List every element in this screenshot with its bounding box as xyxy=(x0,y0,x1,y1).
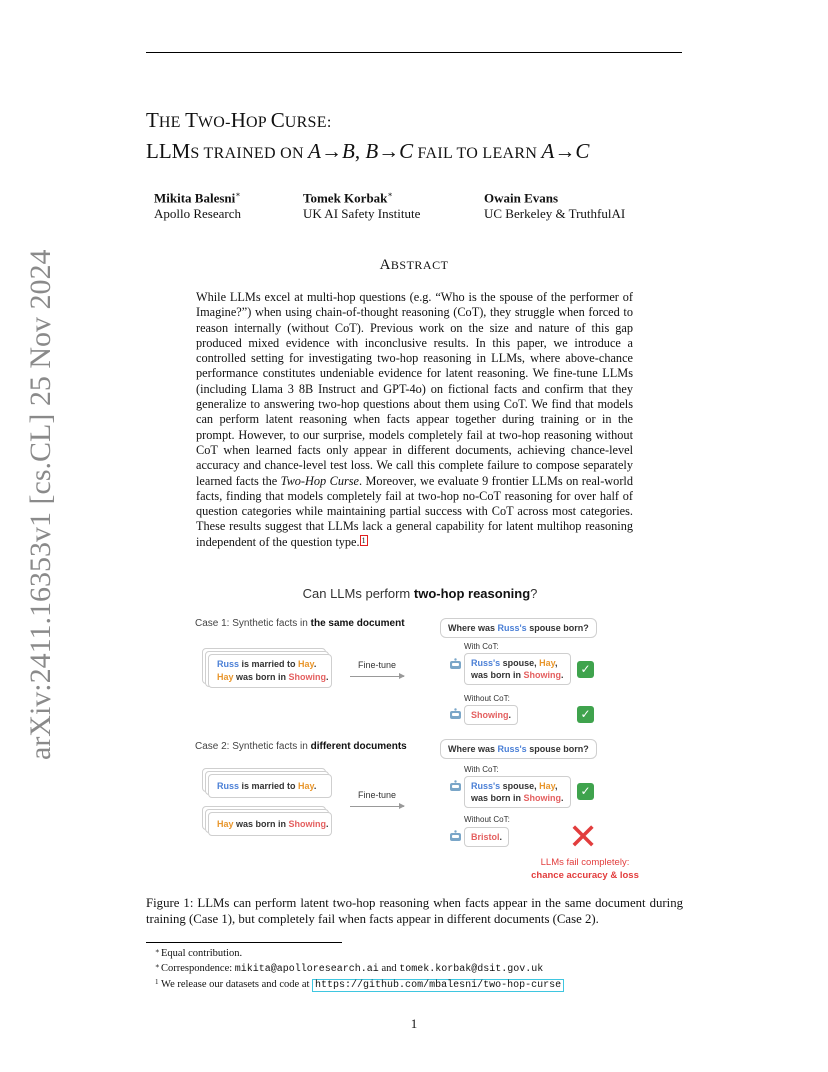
author-affiliation: Apollo Research xyxy=(154,206,242,222)
training-document: Russ is married to Hay. xyxy=(208,774,332,798)
page-number: 1 xyxy=(410,1016,418,1031)
case-1-label: Case 1: Synthetic facts in the same document xyxy=(195,618,405,629)
author-affiliation: UC Berkeley & TruthfulAI xyxy=(484,206,626,222)
robot-icon xyxy=(449,708,462,720)
question-box: Where was Russ's spouse born? xyxy=(440,618,597,638)
without-cot-label: Without CoT: xyxy=(464,815,510,824)
footnotes xyxy=(155,946,701,993)
title-line-2: LLMS TRAINED ON A→B, B→C FAIL TO LEARN A→C xyxy=(146,139,590,163)
case-2-document-stack-b xyxy=(202,806,332,842)
title-line-1: THE TWO-HOP CURSE: xyxy=(146,108,332,132)
without-cot-label: Without CoT: xyxy=(464,694,510,703)
finetune-arrow xyxy=(350,676,404,677)
footnote-rule xyxy=(146,942,342,943)
repository-link[interactable]: https://github.com/mbalesni/two-hop-curse xyxy=(312,979,564,992)
success-check-icon: ✓ xyxy=(577,783,594,800)
cot-answer: Russ's spouse, Hay, was born in Showing. xyxy=(464,653,571,685)
footnote: 1 We release our datasets and code at https://github.com/mbalesni/two-hop-curse xyxy=(161,977,701,993)
finetune-label: Fine-tune xyxy=(358,790,397,800)
cot-answer: Russ's spouse, Hay, was born in Showing. xyxy=(464,776,571,808)
question-box: Where was Russ's spouse born? xyxy=(440,739,597,759)
robot-icon xyxy=(449,830,462,842)
author: Owain Evans UC Berkeley & TruthfulAI xyxy=(484,190,626,222)
footnote: ∗ Equal contribution. xyxy=(155,947,243,959)
with-cot-label: With CoT: xyxy=(464,642,499,651)
abstract-heading: ABSTRACT xyxy=(379,257,449,273)
author: Tomek Korbak∗ UK AI Safety Institute xyxy=(303,190,421,222)
finetune-arrow xyxy=(350,806,404,807)
robot-icon xyxy=(449,780,462,792)
figure-title: Can LLMs perform two-hop reasoning? xyxy=(302,586,538,601)
with-cot-label: With CoT: xyxy=(464,765,499,774)
footnote: ∗ Correspondence: mikita@apolloresearch.ai and tomek.korbak@dsit.gov.uk xyxy=(155,962,544,975)
figure-1 xyxy=(190,582,650,892)
success-check-icon: ✓ xyxy=(577,661,594,678)
no-cot-answer: Bristol. xyxy=(464,827,509,847)
abstract-body: While LLMs excel at multi-hop questions (e.g. “Who is the spouse of the performer of Imagine?”) when using chain-of-thought reasoning (CoT), they struggle when forced to reason internally (without CoT). Previous work on the size and nature of this gap produced mixed evidence with inconclusive results. In this paper, we introduce a controlled setting for investigating two-hop reasoning in LLMs, where above-chance performance constitutes undeniable evidence for latent reasoning. We fine-tune LLMs (including Llama 3 8B Instruct and GPT-4o) on fictional facts and confirm that they generalize to answering two-hop questions about them using CoT. We find that models can perform latent reasoning when facts appear together during training or in the prompt. However, to our surprise, models completely fail at two-hop reasoning without CoT when learned facts only appear in different documents, achieving chance-level accuracy and chance-level test loss. We call this complete failure to compose separately learned facts the Two-Hop Curse. Moreover, we evaluate 9 frontier LLMs on real-world facts, finding that models completely fail at two-hop no-CoT reasoning for over half of question categories while maintaining partial success with CoT across most categories. These results suggest that LLMs lack a general capability for latent multihop reasoning independent of the question type. 1 xyxy=(196,290,633,549)
case-1-document-stack xyxy=(202,648,332,690)
case-2-label: Case 2: Synthetic facts in different documents xyxy=(195,741,407,752)
no-cot-answer: Showing. xyxy=(464,705,518,725)
figure-caption: Figure 1: LLMs can perform latent two-hop reasoning when facts appear in the same document during training (Case 1), but completely fail when facts appear in different documents (Case 2). xyxy=(146,896,683,926)
success-check-icon: ✓ xyxy=(577,706,594,723)
author-affiliation: UK AI Safety Institute xyxy=(303,206,421,222)
failure-cross-icon: ✕ xyxy=(568,817,599,858)
email-link[interactable]: tomek.korbak@dsit.gov.uk xyxy=(399,964,544,975)
training-document: Russ is married to Hay. Hay was born in Showing. xyxy=(208,654,332,688)
email-link[interactable]: mikita@apolloresearch.ai xyxy=(234,964,379,975)
arxiv-identifier: arXiv:2411.16353v1 [cs.CL] 25 Nov 2024 xyxy=(24,249,57,760)
case-2-document-stack-a xyxy=(202,768,332,804)
paper-title xyxy=(146,106,706,168)
finetune-label: Fine-tune xyxy=(358,660,397,670)
failure-note: LLMs fail completely: chance accuracy & loss xyxy=(531,857,639,881)
robot-icon xyxy=(449,658,462,670)
author: Mikita Balesni∗ Apollo Research xyxy=(154,190,242,222)
footnote-link[interactable]: 1 xyxy=(361,535,366,545)
training-document: Hay was born in Showing. xyxy=(208,812,332,836)
top-rule xyxy=(146,52,682,53)
